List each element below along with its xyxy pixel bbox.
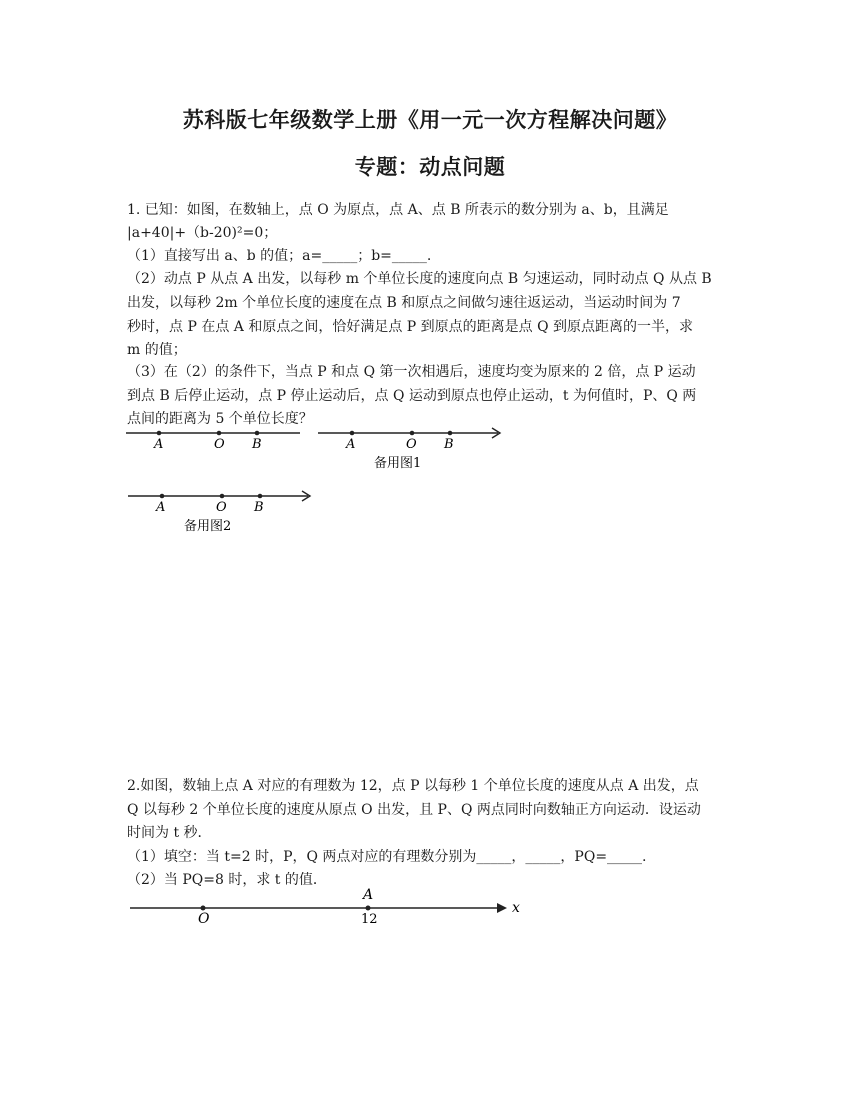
point-a-dot [366,906,371,911]
point-a-dot [160,494,165,499]
q2-line: （2）当 PQ=8 时，求 t 的值． [127,872,327,888]
point-o-dot [201,906,206,911]
label-12: 12 [361,912,378,926]
q1-line: 秒时，点 P 在点 A 和原点之间，恰好满足点 P 到原点的距离是点 Q 到原点距离的一半，求 [127,319,694,335]
label-a: A [346,437,356,452]
point-o-dot [410,431,415,436]
q2-number-line-figure [125,884,535,926]
q2-line: 2.如图，数轴上点 A 对应的有理数为 12，点 P 以每秒 1 个单位长度的速度从点 A 出发，点 [127,778,699,794]
point-b-dot [258,494,263,499]
page-subtitle: 专题：动点问题 [354,155,506,179]
label-o: O [198,911,210,926]
point-b-dot [448,431,453,436]
q1-line: 1. 已知：如图，在数轴上，点 O 为原点，点 A、点 B 所表示的数分别为 a、b，且满足 [127,202,669,218]
q1-line: （2）动点 P 从点 A 出发，以每秒 m 个单位长度的速度向点 B 匀速运动，同时动点 Q 从点 B [127,271,712,287]
label-b: B [252,437,262,452]
q1-line: m 的值； [127,342,187,358]
label-b: B [254,500,264,515]
page-title: 苏科版七年级数学上册《用一元一次方程解决问题》 [182,108,678,132]
arrow-head-icon [497,903,507,913]
label-a: A [154,437,164,452]
q2-line: 时间为 t 秒． [127,825,212,841]
q1-line: |a+40|+（b-20)²=0； [127,225,278,241]
q1-line: （1）直接写出 a、b 的值；a=_____；b=_____. [127,248,432,264]
label-o: O [216,500,227,515]
point-o-dot [217,431,222,436]
backup-caption-1: 备用图1 [374,456,422,471]
backup-caption-2: 备用图2 [184,519,232,534]
label-o: O [406,437,417,452]
q2-line: （1）填空：当 t=2 时，P，Q 两点对应的有理数分别为_____，_____，PQ=_____. [127,849,647,865]
q1-line: 出发，以每秒 2m 个单位长度的速度在点 B 和原点之间做匀速往返运动，当运动时间为 7 [127,295,681,311]
q1-number-line-figure [120,424,320,454]
label-a: A [156,500,166,515]
label-o: O [214,437,225,452]
point-a-dot [350,431,355,436]
point-o-dot [220,494,225,499]
q1-line: 点间的距离为 5 个单位长度？ [127,411,313,427]
q1-backup-figure-2 [122,487,322,537]
label-x: x [512,900,520,916]
point-b-dot [255,431,260,436]
q1-backup-figure-1 [312,424,512,474]
point-a-dot [157,431,162,436]
label-b: B [444,437,454,452]
q1-line: 到点 B 后停止运动，点 P 停止运动后，点 Q 运动到原点也停止运动，t 为何值时，P、Q 两 [127,388,697,404]
q2-line: Q 以每秒 2 个单位长度的速度从原点 O 出发，且 P、Q 两点同时向数轴正方向运动．设运动 [127,802,701,818]
q1-line: （3）在（2）的条件下，当点 P 和点 Q 第一次相遇后，速度均变为原来的 2 倍，点 P 运动 [127,364,696,380]
label-a: A [363,887,374,903]
